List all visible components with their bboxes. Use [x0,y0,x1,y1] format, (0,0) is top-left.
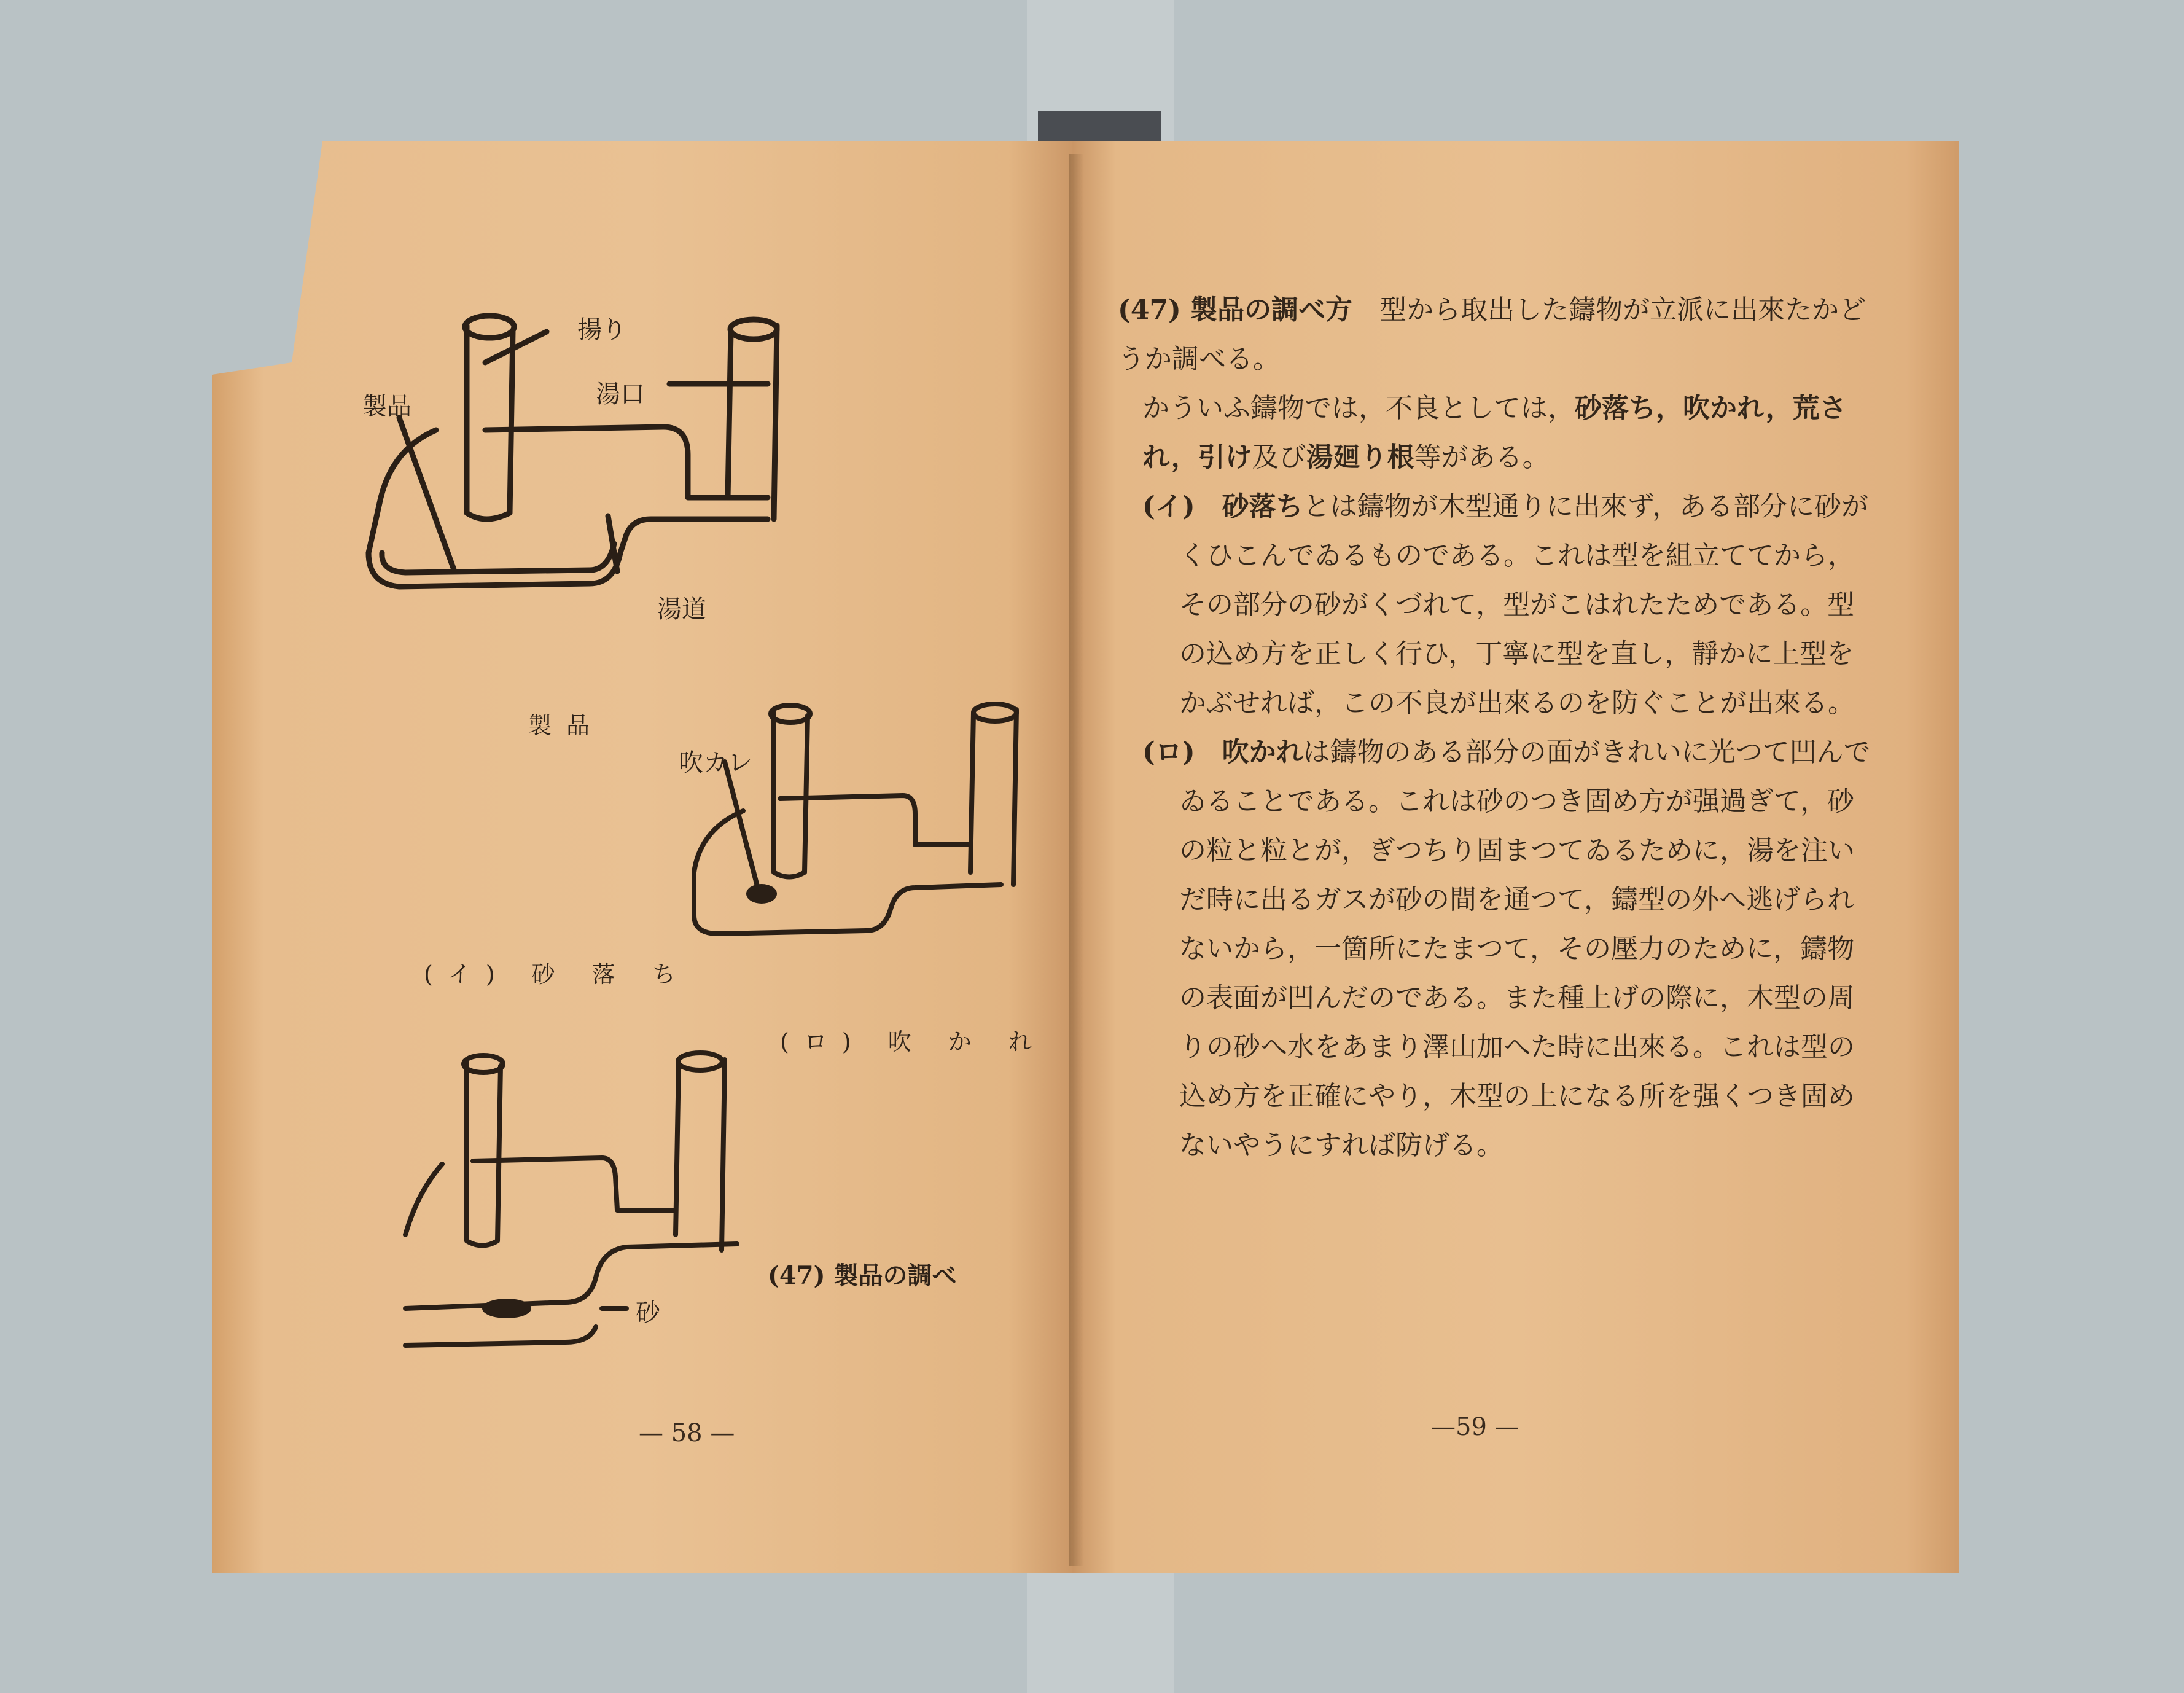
paragraph-text: 等がある。 [1414,442,1550,473]
caption-blowhole: (ロ) 吹 か れ [780,1028,1047,1055]
paragraph-text: かういふ鑄物では，不良としては， [1142,393,1575,424]
paragraph-blowhole [1118,728,1879,1170]
term-blowhole: (ロ) 吹かれ [1142,737,1303,768]
figure-product-diagram [344,295,848,663]
label-runner: 湯道 [657,595,706,624]
heading-47: (47) 製品の調べ方 [1118,294,1353,326]
book-gutter [1069,154,1084,1566]
paragraph-defects [1118,384,1879,482]
paragraph-sand-drop [1118,482,1879,728]
figure-title: (47) 製品の調べ [768,1261,957,1290]
paragraph-heading [1118,286,1879,384]
fig1-caption: 製品 [528,712,605,739]
paragraph-text: とは鑄物が木型通りに出來ず，ある部分に砂がくひこんでゐるものである。これは型を組立ててから，その部分の砂がくづれて，型がこはれたためである。型の込め方を正しく行ひ，丁寧に型を直し，靜かに上型をかぶせれば，この不良が出來るのを防ぐことが出來る。 [1179,491,1869,719]
defect-term-misrun: 湯廻り根 [1306,442,1414,473]
figure-sand-drop-diagram [393,1038,762,1358]
right-page-body [1118,286,1879,1170]
figure-blowhole-diagram [682,688,1050,983]
paragraph-text: 及び [1252,442,1306,473]
term-sand-drop: (イ) 砂落ち [1142,491,1303,522]
page-number-right: —59 — [1431,1413,1519,1441]
label-product: 製品 [362,393,411,421]
paragraph-text: は鑄物のある部分の面がきれいに光つて凹んでゐることである。これは砂のつき固め方が强過ぎて，砂の粒と粒とが，ぎつちり固まつてゐるために，湯を注いだ時に出るガスが砂の間を通つて，鑄型の外へ逃げられないから，一箇所にたまつて，その壓力のために，鑄物の表面が凹んだのである。また種上げの際に，木型の周りの砂へ水をあまり澤山加へた時に出來る。これは型の込め方を正確にやり，木型の上になる所を强くつき固めないやうにすれば防げる。 [1179,737,1871,1161]
defect-terms: 砂落ち，吹かれ，荒され，引け [1142,393,1847,473]
label-sand: 砂 [636,1299,660,1327]
label-blowhole: 吹カレ [679,749,752,777]
paragraph-text: 型から取出した鑄物が立派に出來たかどうか調べる。 [1118,294,1866,375]
label-sprue: 湯口 [596,380,645,409]
label-riser: 揚り [577,316,626,344]
page-number-left: — 58 — [639,1419,735,1447]
caption-sand-drop: (イ) 砂 落 ち [424,961,690,988]
